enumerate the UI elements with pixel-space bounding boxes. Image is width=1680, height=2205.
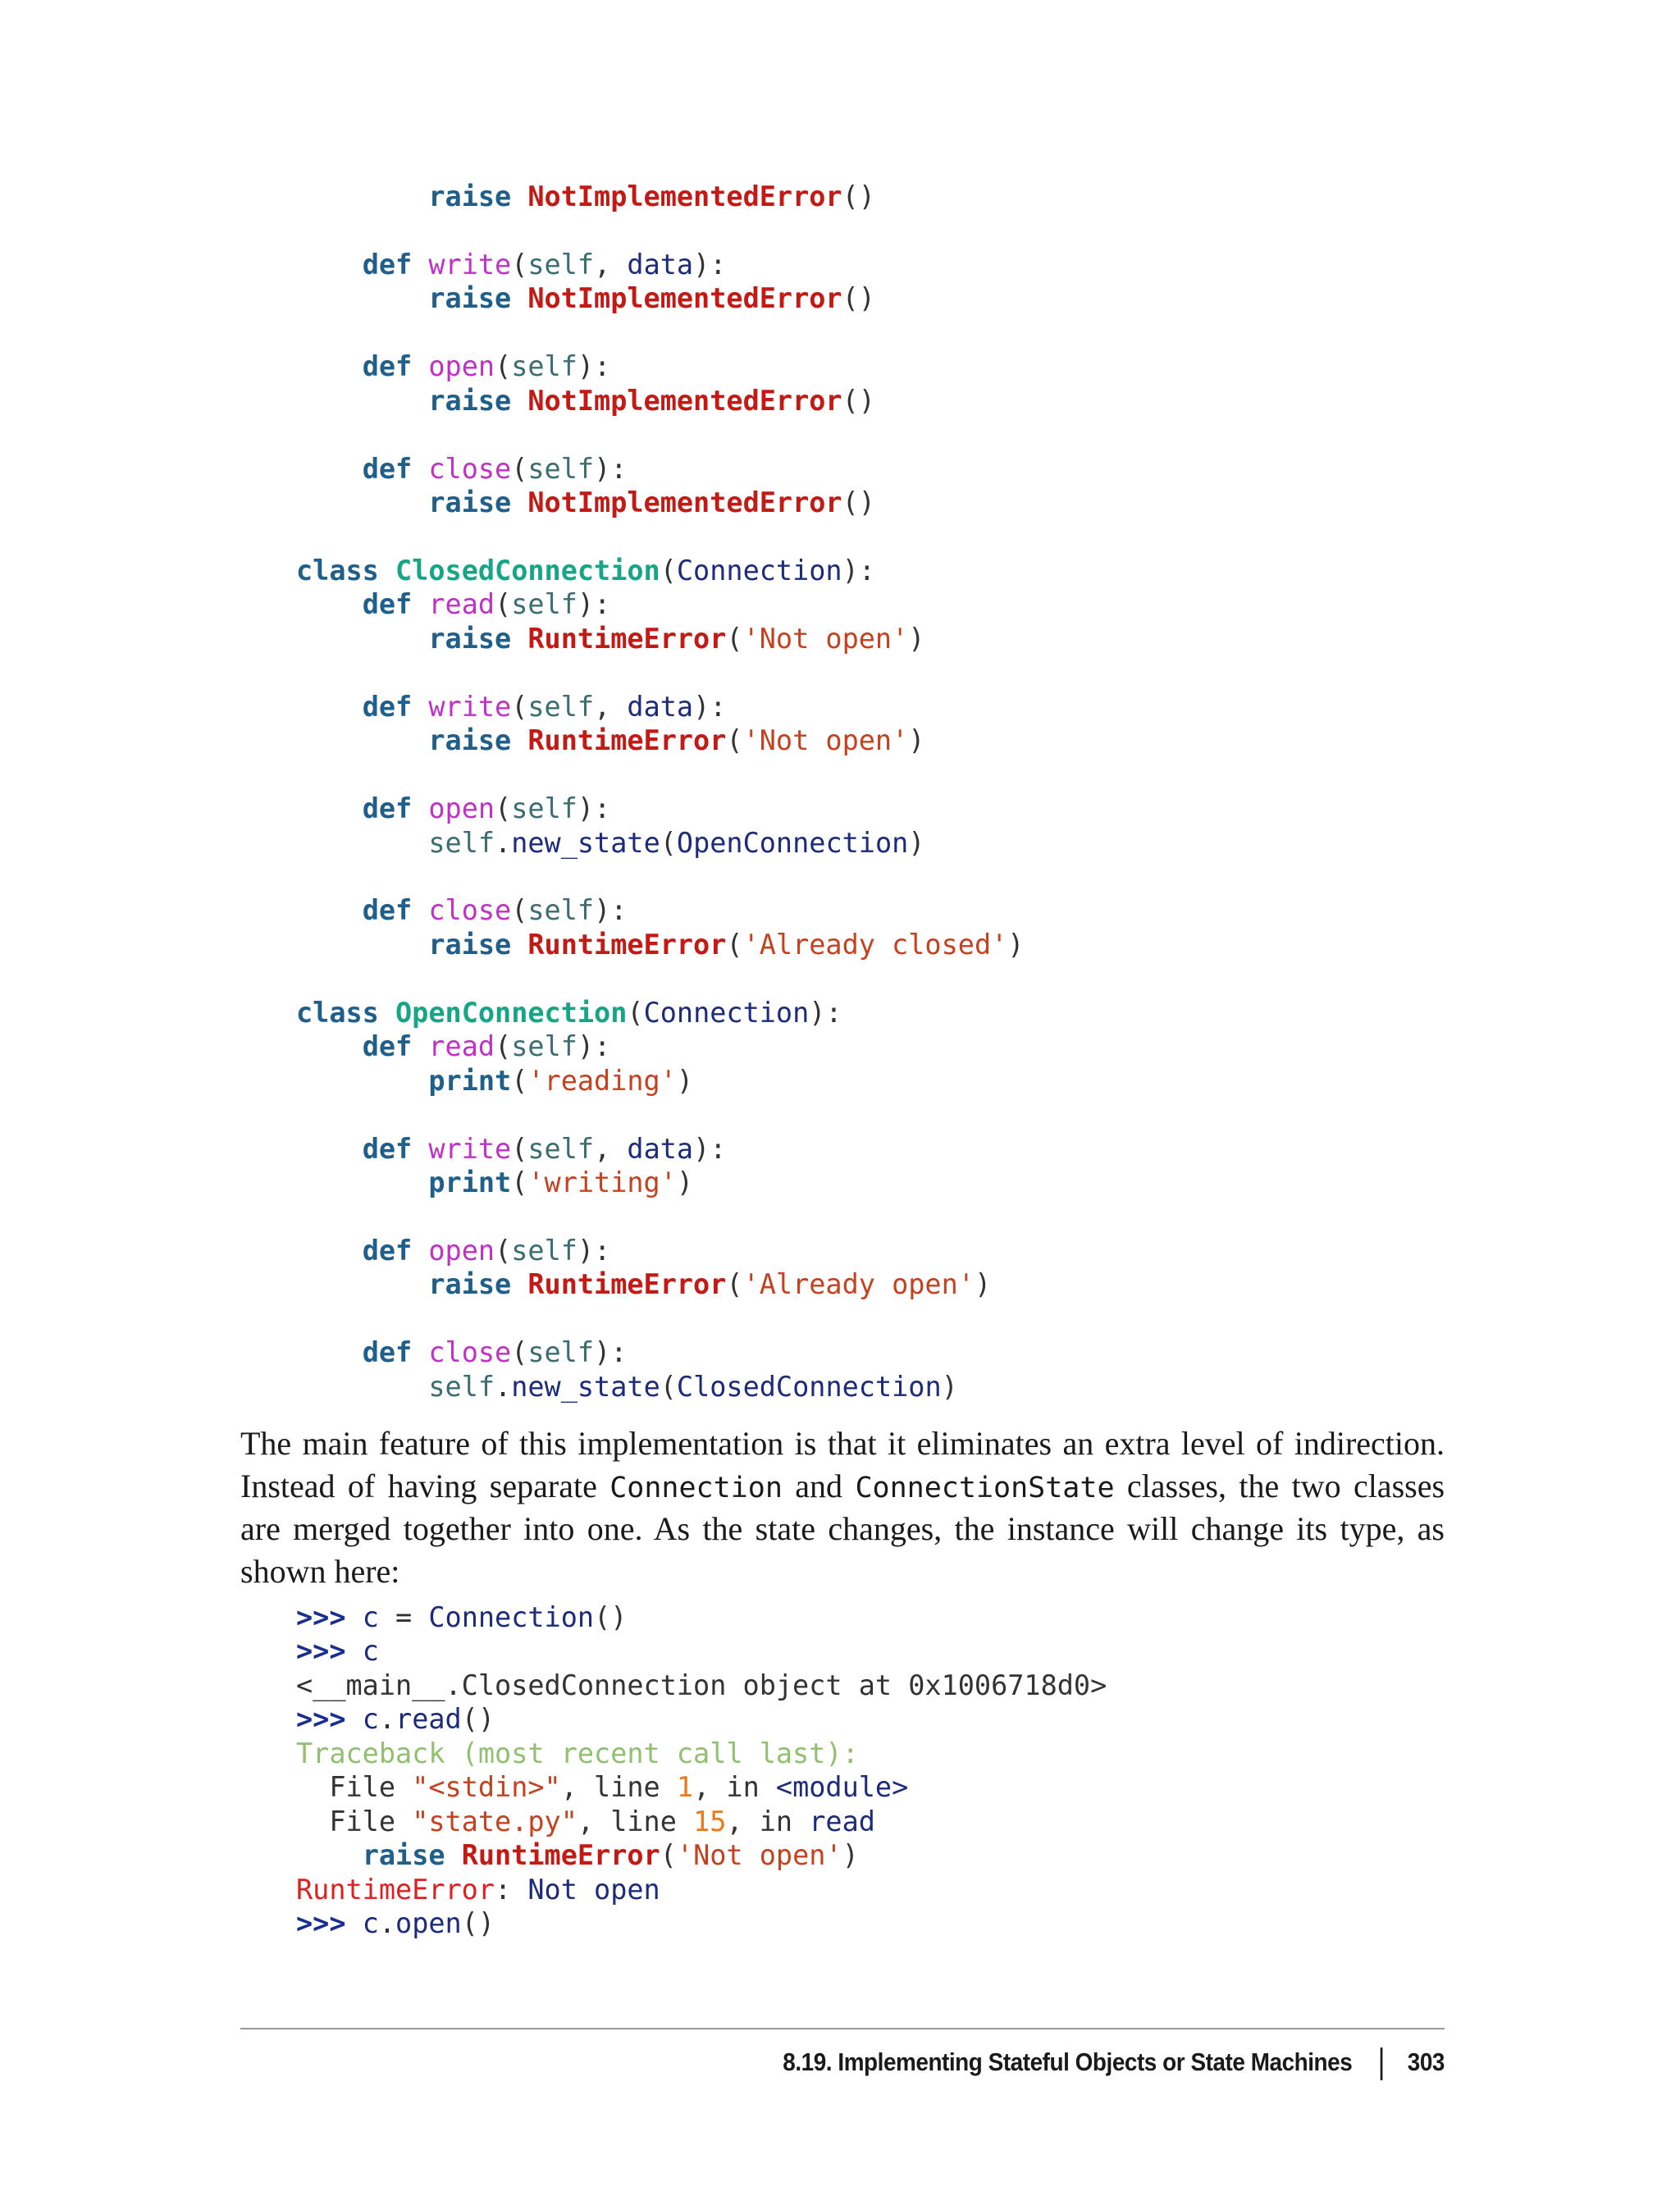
paragraph-line-1: The main feature of this implementation is that it eliminates an extra level of indirection. bbox=[240, 1425, 1445, 1462]
code-token bbox=[511, 486, 527, 518]
code-token: ( bbox=[726, 928, 743, 961]
code-token: def bbox=[362, 588, 413, 621]
code-token: . bbox=[378, 1907, 396, 1940]
code-token: "state.py" bbox=[412, 1805, 578, 1838]
code-token: RuntimeError bbox=[296, 1873, 495, 1906]
code-token: 'reading' bbox=[527, 1064, 677, 1097]
code-token: ( bbox=[660, 1839, 677, 1872]
code-token: def bbox=[362, 452, 413, 485]
code-token: RuntimeError bbox=[527, 724, 727, 757]
code-token: self bbox=[511, 1234, 578, 1267]
code-token: write bbox=[428, 1132, 512, 1165]
code-token: () bbox=[842, 486, 875, 519]
code-token bbox=[412, 1235, 428, 1267]
code-token: ): bbox=[693, 248, 727, 281]
code-token: ( bbox=[511, 248, 528, 281]
code-token: ): bbox=[693, 1132, 727, 1165]
code-token: 'Already open' bbox=[742, 1268, 975, 1301]
code-token: File bbox=[329, 1771, 413, 1804]
code-indent bbox=[296, 1371, 428, 1403]
code-token bbox=[511, 623, 527, 655]
code-token: ( bbox=[726, 622, 743, 655]
code-token: Not open bbox=[527, 1873, 660, 1906]
code-line bbox=[296, 1838, 859, 1873]
code-token: NotImplementedError bbox=[527, 486, 842, 519]
code-line bbox=[296, 180, 875, 214]
code-token: File bbox=[329, 1805, 413, 1838]
code-indent bbox=[296, 1065, 428, 1097]
code-token: self bbox=[511, 350, 578, 383]
paragraph-line-4: shown here: bbox=[240, 1553, 400, 1590]
code-token: . bbox=[495, 1370, 512, 1403]
code-token bbox=[379, 555, 395, 587]
code-token: raise bbox=[428, 384, 512, 417]
code-token: open bbox=[428, 350, 495, 383]
code-token: ) bbox=[676, 1166, 694, 1199]
code-line bbox=[296, 690, 726, 724]
code-token: >>> bbox=[296, 1703, 346, 1736]
code-token: NotImplementedError bbox=[527, 180, 842, 212]
code-token: NotImplementedError bbox=[527, 384, 842, 417]
code-indent bbox=[296, 350, 363, 382]
code-token bbox=[511, 180, 527, 212]
code-indent bbox=[296, 929, 428, 961]
footer-divider bbox=[240, 2028, 1445, 2029]
code-line bbox=[296, 1234, 610, 1268]
code-token: ): bbox=[842, 554, 875, 587]
code-token: ( bbox=[495, 792, 512, 825]
code-indent bbox=[296, 894, 363, 926]
code-token: , in bbox=[726, 1805, 810, 1838]
code-token: NotImplementedError bbox=[527, 282, 842, 315]
code-token: () bbox=[461, 1703, 495, 1736]
code-line bbox=[296, 587, 610, 622]
code-token: . bbox=[378, 1703, 396, 1736]
code-indent bbox=[296, 1771, 329, 1803]
code-token: ): bbox=[594, 452, 628, 485]
code-token: 15 bbox=[693, 1805, 727, 1838]
code-token: ): bbox=[577, 1030, 611, 1063]
code-token: ( bbox=[660, 554, 677, 587]
code-token: self bbox=[527, 1132, 595, 1165]
code-token: self bbox=[428, 1370, 495, 1403]
code-token: RuntimeError bbox=[527, 928, 727, 961]
code-indent bbox=[296, 1806, 329, 1838]
code-line bbox=[296, 826, 924, 861]
code-token bbox=[511, 282, 527, 314]
code-token: ) bbox=[1007, 928, 1025, 961]
code-token: def bbox=[362, 1132, 413, 1165]
code-token: self bbox=[527, 894, 595, 927]
code-token: ) bbox=[676, 1064, 694, 1097]
code-indent bbox=[296, 623, 428, 655]
paragraph-line-3: are merged together into one. As the state changes, the instance will change its type, as bbox=[240, 1510, 1445, 1547]
code-token: ( bbox=[495, 350, 512, 383]
code-token: RuntimeError bbox=[461, 1839, 660, 1872]
code-token bbox=[346, 1907, 363, 1939]
code-token bbox=[445, 1839, 462, 1871]
code-token: close bbox=[428, 452, 512, 485]
code-token: data bbox=[627, 690, 694, 723]
code-token: OpenConnection bbox=[395, 996, 628, 1029]
code-token bbox=[511, 385, 527, 417]
code-token bbox=[412, 588, 428, 620]
code-line bbox=[296, 349, 610, 384]
code-token: ( bbox=[726, 724, 743, 757]
code-indent bbox=[296, 486, 428, 518]
code-line bbox=[296, 1634, 379, 1669]
code-token: ( bbox=[660, 1370, 677, 1403]
code-token: ): bbox=[577, 588, 611, 621]
code-token bbox=[346, 1601, 363, 1633]
code-token: self bbox=[527, 452, 595, 485]
code-token bbox=[412, 249, 428, 281]
code-token: ): bbox=[577, 792, 611, 825]
code-token: read bbox=[395, 1703, 462, 1736]
code-token: , bbox=[594, 690, 628, 723]
code-token: read bbox=[428, 588, 495, 621]
code-token: ( bbox=[495, 588, 512, 621]
code-token: self bbox=[527, 1336, 595, 1369]
code-token bbox=[412, 691, 428, 723]
code-token: def bbox=[362, 690, 413, 723]
code-line bbox=[296, 248, 726, 282]
code-line bbox=[296, 792, 610, 826]
code-token: . bbox=[495, 826, 512, 859]
code-token: ( bbox=[495, 1030, 512, 1063]
code-token: ( bbox=[660, 826, 677, 859]
code-token: ClosedConnection bbox=[395, 554, 660, 587]
code-token: , line bbox=[577, 1805, 694, 1838]
code-token: ( bbox=[511, 452, 528, 485]
code-token: print bbox=[428, 1064, 512, 1097]
code-token: def bbox=[362, 1234, 413, 1267]
code-token: () bbox=[842, 384, 875, 417]
code-token: ( bbox=[511, 1064, 528, 1097]
code-token: def bbox=[362, 1336, 413, 1369]
code-token: RuntimeError bbox=[527, 1268, 727, 1301]
code-token: ( bbox=[495, 1234, 512, 1267]
code-line bbox=[296, 928, 1024, 962]
code-line bbox=[296, 1873, 660, 1907]
code-token: <__main__.ClosedConnection object at 0x1006718d0> bbox=[296, 1669, 1107, 1701]
code-indent bbox=[296, 792, 363, 824]
code-token: Connection bbox=[676, 554, 842, 587]
code-token: >>> bbox=[296, 1601, 346, 1633]
code-token: print bbox=[428, 1166, 512, 1199]
code-token: ClosedConnection bbox=[676, 1370, 942, 1403]
code-token bbox=[379, 997, 395, 1029]
inline-code-connectionstate: ConnectionState bbox=[855, 1472, 1115, 1504]
code-line bbox=[296, 996, 842, 1030]
code-token: self bbox=[511, 588, 578, 621]
code-token: 'writing' bbox=[527, 1166, 677, 1199]
paragraph-line-2 bbox=[240, 1465, 1445, 1508]
code-token: raise bbox=[428, 928, 512, 961]
code-token: ) bbox=[974, 1268, 992, 1301]
code-token: ) bbox=[941, 1370, 958, 1403]
code-indent bbox=[296, 249, 363, 281]
code-token: def bbox=[362, 894, 413, 927]
code-line bbox=[296, 1600, 627, 1635]
code-token: ): bbox=[594, 894, 628, 927]
code-token: raise bbox=[428, 724, 512, 757]
code-line bbox=[296, 1669, 1107, 1703]
code-token bbox=[346, 1703, 363, 1735]
code-token: open bbox=[428, 792, 495, 825]
code-token: read bbox=[428, 1030, 495, 1063]
code-token: data bbox=[627, 248, 694, 281]
code-line bbox=[296, 1029, 610, 1064]
footer-section-title: 8.19. Implementing Stateful Objects or State Machines bbox=[783, 2048, 1353, 2076]
code-indent bbox=[296, 1030, 363, 1062]
code-token bbox=[412, 453, 428, 485]
code-indent bbox=[296, 282, 428, 314]
code-token: () bbox=[461, 1907, 495, 1940]
code-token bbox=[511, 1268, 527, 1300]
code-token: close bbox=[428, 894, 512, 927]
code-token: 'Not open' bbox=[676, 1839, 842, 1872]
code-token: write bbox=[428, 690, 512, 723]
code-line bbox=[296, 1132, 726, 1166]
footer-separator bbox=[1380, 2048, 1382, 2080]
code-token bbox=[412, 1336, 428, 1368]
code-token: = bbox=[378, 1601, 429, 1633]
code-line bbox=[296, 1166, 693, 1200]
code-line bbox=[296, 1805, 875, 1839]
code-line bbox=[296, 1702, 495, 1737]
code-indent bbox=[296, 1336, 363, 1368]
code-token: , bbox=[594, 248, 628, 281]
code-token: raise bbox=[428, 1268, 512, 1301]
code-token: c bbox=[362, 1635, 379, 1668]
code-token: 'Not open' bbox=[742, 724, 909, 757]
code-token bbox=[511, 724, 527, 756]
code-token: ): bbox=[577, 1234, 611, 1267]
code-token: open bbox=[395, 1907, 462, 1940]
code-token: close bbox=[428, 1336, 512, 1369]
code-token: self bbox=[428, 826, 495, 859]
code-token: ): bbox=[594, 1336, 628, 1369]
code-token: c bbox=[362, 1601, 379, 1633]
code-token bbox=[412, 350, 428, 382]
code-token: 'Not open' bbox=[742, 622, 909, 655]
code-token: def bbox=[362, 1030, 413, 1063]
code-token: >>> bbox=[296, 1907, 346, 1940]
code-token: ) bbox=[908, 724, 925, 757]
code-token: raise bbox=[428, 180, 512, 212]
code-indent bbox=[296, 724, 428, 756]
code-indent bbox=[296, 827, 428, 859]
code-line bbox=[296, 384, 875, 418]
code-token: 1 bbox=[676, 1771, 694, 1804]
code-token bbox=[511, 929, 527, 961]
code-token: ( bbox=[511, 1132, 528, 1165]
code-token: 'Already closed' bbox=[742, 928, 1008, 961]
code-token: read bbox=[809, 1805, 875, 1838]
code-line bbox=[296, 1906, 495, 1941]
code-token: <module> bbox=[775, 1771, 909, 1804]
page-footer bbox=[361, 2044, 1445, 2080]
code-indent bbox=[296, 180, 428, 212]
code-token: new_state bbox=[511, 826, 660, 859]
code-token: open bbox=[428, 1234, 495, 1267]
code-token: raise bbox=[428, 486, 512, 519]
code-token: write bbox=[428, 248, 512, 281]
code-line bbox=[296, 893, 627, 928]
code-token bbox=[412, 1030, 428, 1062]
code-token: Connection bbox=[428, 1601, 595, 1633]
code-line bbox=[296, 486, 875, 520]
code-token: raise bbox=[362, 1839, 445, 1872]
code-token: raise bbox=[428, 282, 512, 315]
code-token: def bbox=[362, 248, 413, 281]
code-token bbox=[346, 1635, 363, 1667]
code-token: "<stdin>" bbox=[412, 1771, 561, 1804]
code-line bbox=[296, 554, 875, 588]
code-token: self bbox=[527, 248, 595, 281]
code-indent bbox=[296, 385, 428, 417]
code-indent bbox=[296, 1268, 428, 1300]
code-token: : bbox=[495, 1873, 528, 1906]
code-token: ( bbox=[511, 690, 528, 723]
code-line bbox=[296, 1770, 908, 1805]
code-token: new_state bbox=[511, 1370, 660, 1403]
code-token: () bbox=[842, 282, 875, 315]
code-token: data bbox=[627, 1132, 694, 1165]
code-token: ): bbox=[693, 690, 727, 723]
code-token: c bbox=[362, 1907, 379, 1940]
code-line bbox=[296, 1267, 991, 1302]
code-line bbox=[296, 281, 875, 316]
code-line bbox=[296, 1064, 693, 1098]
code-token: , in bbox=[693, 1771, 776, 1804]
code-indent bbox=[296, 1839, 363, 1871]
inline-code-connection: Connection bbox=[609, 1472, 783, 1504]
code-token: self bbox=[527, 690, 595, 723]
code-line bbox=[296, 1370, 958, 1404]
paragraph-text: and bbox=[795, 1468, 843, 1504]
code-token: class bbox=[296, 996, 379, 1029]
code-token bbox=[412, 792, 428, 824]
code-indent bbox=[296, 1235, 363, 1267]
code-token bbox=[412, 1133, 428, 1165]
page-number: 303 bbox=[1407, 2048, 1445, 2076]
code-token: OpenConnection bbox=[676, 826, 909, 859]
code-token: ( bbox=[511, 894, 528, 927]
code-token: c bbox=[362, 1703, 379, 1736]
code-indent bbox=[296, 1166, 428, 1198]
code-token: , bbox=[594, 1132, 628, 1165]
code-token: def bbox=[362, 350, 413, 383]
code-token: self bbox=[511, 792, 578, 825]
code-line bbox=[296, 1335, 627, 1370]
code-token: raise bbox=[428, 622, 512, 655]
code-token: ): bbox=[809, 996, 842, 1029]
code-token: Traceback (most recent call last): bbox=[296, 1737, 859, 1769]
code-token: , line bbox=[560, 1771, 677, 1804]
code-token: () bbox=[594, 1601, 628, 1633]
code-token: self bbox=[511, 1030, 578, 1063]
code-line bbox=[296, 452, 627, 486]
code-token: def bbox=[362, 792, 413, 825]
code-token: class bbox=[296, 554, 379, 587]
code-token: ( bbox=[627, 996, 644, 1029]
code-line bbox=[296, 622, 924, 656]
code-token: ) bbox=[908, 622, 925, 655]
code-line bbox=[296, 1737, 859, 1771]
code-token: ): bbox=[577, 350, 611, 383]
code-token: ) bbox=[908, 826, 925, 859]
code-token: ( bbox=[726, 1268, 743, 1301]
code-token: ( bbox=[511, 1336, 528, 1369]
code-indent bbox=[296, 588, 363, 620]
code-indent bbox=[296, 691, 363, 723]
code-indent bbox=[296, 1133, 363, 1165]
code-token: () bbox=[842, 180, 875, 212]
code-line bbox=[296, 724, 924, 758]
code-token: ( bbox=[511, 1166, 528, 1199]
code-token: RuntimeError bbox=[527, 622, 727, 655]
code-token: ) bbox=[842, 1839, 859, 1872]
code-indent bbox=[296, 453, 363, 485]
paragraph-text: classes, the two classes bbox=[1126, 1468, 1445, 1504]
code-token bbox=[412, 894, 428, 926]
code-token: >>> bbox=[296, 1635, 346, 1668]
paragraph-text: Instead of having separate bbox=[240, 1468, 597, 1504]
code-token: Connection bbox=[643, 996, 810, 1029]
